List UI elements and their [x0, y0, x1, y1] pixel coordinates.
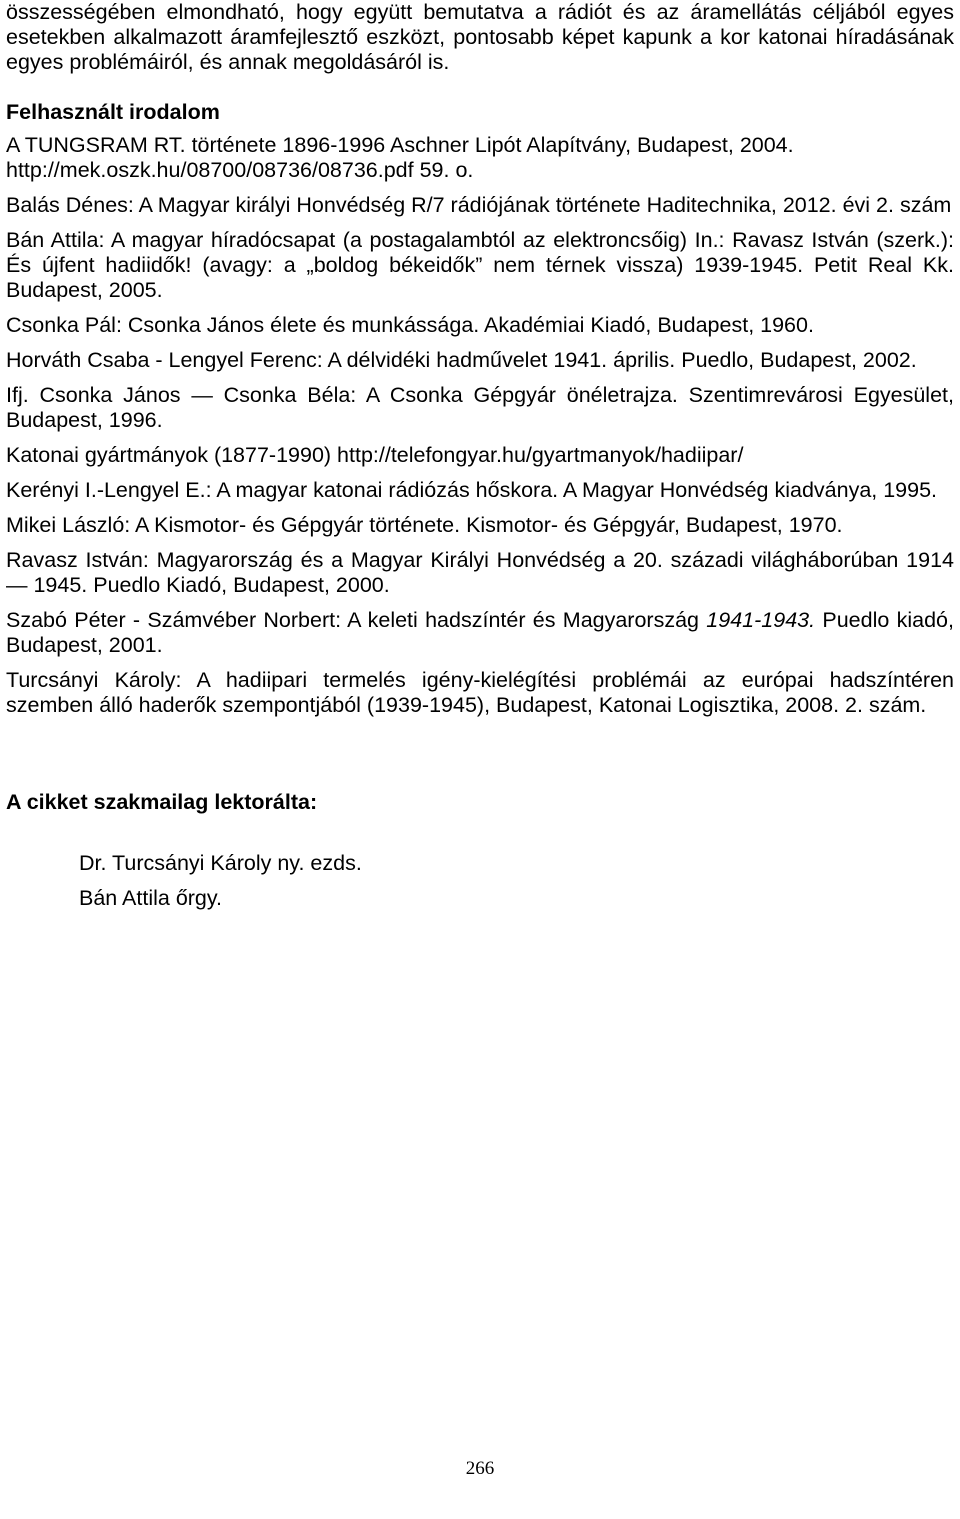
- reference-item: Turcsányi Károly: A hadiipari termelés igény-kielégítési problémái az európai hadszíntéren szemben álló haderők szempontjából (1939-1945), Budapest, Katonai Logisztika, 2008. 2. szám.: [6, 668, 954, 717]
- reference-item: Balás Dénes: A Magyar királyi Honvédség R/7 rádiójának története Haditechnika, 2012. évi 2. szám: [6, 193, 952, 217]
- page-number: 266: [465, 1458, 495, 1479]
- document-page: [6, 0, 954, 921]
- reference-item: Horváth Csaba - Lengyel Ferenc: A délvidéki hadművelet 1941. április. Puedlo, Budapest, 2002.: [6, 348, 917, 372]
- reference-item: Csonka Pál: Csonka János élete és munkássága. Akadémiai Kiadó, Budapest, 1960.: [6, 313, 814, 337]
- reference-url: http://mek.oszk.hu/08700/08736/08736.pdf 59. o.: [6, 158, 474, 182]
- reviewer-name: Bán Attila őrgy.: [79, 886, 223, 910]
- reference-item: [6, 133, 954, 183]
- reference-item: Katonai gyártmányok (1877-1990) http://telefongyar.hu/gyartmanyok/hadiipar/: [6, 443, 744, 467]
- reference-item: Bán Attila: A magyar híradócsapat (a postagalambtól az elektroncsőig) In.: Ravasz István (szerk.): És újfent hadiidők! (avagy: a „boldog békeidők” nem térnek vissza) 1939-1945. Petit Real Kk. Budapest, 2005.: [6, 228, 954, 302]
- reference-item: Kerényi I.-Lengyel E.: A magyar katonai rádiózás hőskora. A Magyar Honvédség kiadványa, 1995.: [6, 478, 938, 502]
- reviewer-list: [6, 851, 954, 911]
- reference-item: Ifj. Csonka János — Csonka Béla: A Csonka Gépgyár önéletrajza. Szentimrevárosi Egyesület, Budapest, 1996.: [6, 383, 954, 432]
- bibliography-title: Felhasznált irodalom: [6, 100, 220, 124]
- reference-item: [6, 608, 954, 658]
- reviewer-name: Dr. Turcsányi Károly ny. ezds.: [79, 851, 362, 875]
- reference-text: A TUNGSRAM RT. története 1896-1996 Aschner Lipót Alapítvány, Budapest, 2004.: [6, 133, 794, 157]
- reference-date-italic: 1941-1943.: [706, 608, 816, 632]
- reference-text: Puedlo kiadó, Budapest, 2001.: [6, 608, 954, 657]
- reference-item: Mikei László: A Kismotor- és Gépgyár története. Kismotor- és Gépgyár, Budapest, 1970.: [6, 513, 843, 537]
- reference-list: [6, 133, 954, 718]
- reference-text: Szabó Péter - Számvéber Norbert: A keleti hadszíntér és Magyarország: [6, 608, 707, 632]
- intro-paragraph: összességében elmondható, hogy együtt bemutatva a rádiót és az áramellátás céljából egyes esetekben alkalmazott áramfejlesztő eszközt, pontosabb képet kapunk a kor katonai híradásának egyes problémáiról, és annak megoldásáról is.: [6, 0, 954, 74]
- reviewed-by-title: A cikket szakmailag lektorálta:: [6, 790, 318, 814]
- reference-item: Ravasz István: Magyarország és a Magyar Királyi Honvédség a 20. századi világháborúban 1914 — 1945. Puedlo Kiadó, Budapest, 2000.: [6, 548, 954, 597]
